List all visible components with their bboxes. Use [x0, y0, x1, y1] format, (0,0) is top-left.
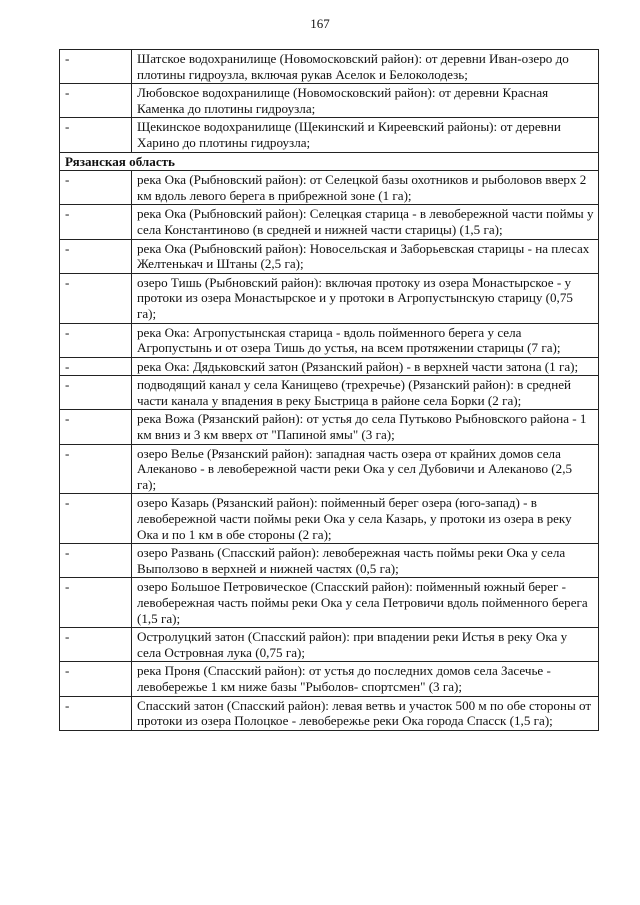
table-row: [60, 544, 599, 578]
row-text: река Ока: Дядьковский затон (Рязанский район) - в верхней части затона (1 га);: [132, 357, 599, 376]
row-text: озеро Тишь (Рыбновский район): включая протоку из озера Монастырское - у протоки из озера Монастырское и у протоки в Агропустынскую старицу (0,75 га);: [132, 273, 599, 323]
row-text: озеро Развань (Спасский район): левобережная часть поймы реки Ока у села Выползово в верхней и нижней частях (0,5 га);: [132, 544, 599, 578]
row-marker: -: [60, 444, 132, 494]
section-header-row: [60, 152, 599, 171]
row-text: Остролуцкий затон (Спасский район): при впадении реки Истья в реку Ока у села Островная лука (0,75 га);: [132, 628, 599, 662]
table-row: [60, 84, 599, 118]
row-marker: -: [60, 494, 132, 544]
row-text: озеро Казарь (Рязанский район): пойменный берег озера (юго-запад) - в левобережной части поймы реки Ока у села Казарь, у протоки из озера в реку Ока и по 1 км в обе стороны (2 га);: [132, 494, 599, 544]
table-row: [60, 357, 599, 376]
table-row: [60, 410, 599, 444]
row-text: река Проня (Спасский район): от устья до последних домов села Засечье - левобережье 1 км ниже базы "Рыболов- спортсмен" (3 га);: [132, 662, 599, 696]
table-row: [60, 273, 599, 323]
row-text: река Ока (Рыбновский район): Селецкая старица - в левобережной части поймы у села Константиново (в средней и нижней части старицы) (1,5 га);: [132, 205, 599, 239]
row-marker: -: [60, 50, 132, 84]
row-marker: -: [60, 273, 132, 323]
table-row: [60, 578, 599, 628]
table-row: [60, 118, 599, 152]
row-text: Шатское водохранилище (Новомосковский район): от деревни Иван-озеро до плотины гидроузла, включая рукав Аселок и Белоколодезь;: [132, 50, 599, 84]
row-marker: -: [60, 84, 132, 118]
table-row: [60, 205, 599, 239]
row-marker: -: [60, 696, 132, 730]
table-row: [60, 239, 599, 273]
row-text: озеро Велье (Рязанский район): западная часть озера от крайних домов села Алеканово - в левобережной части реки Ока у сел Дубовичи и Алеканово (2,5 га);: [132, 444, 599, 494]
page-number: 167: [310, 16, 330, 31]
table-row: [60, 50, 599, 84]
table-row: [60, 444, 599, 494]
row-marker: -: [60, 544, 132, 578]
row-marker: -: [60, 410, 132, 444]
row-text: Спасский затон (Спасский район): левая ветвь и участок 500 м по обе стороны от протоки из озера Полоцкое - левобережье реки Ока города Спасск (1,5 га);: [132, 696, 599, 730]
row-text: Любовское водохранилище (Новомосковский район): от деревни Красная Каменка до плотины гидроузла;: [132, 84, 599, 118]
row-text: река Ока: Агропустынская старица - вдоль пойменного берега у села Агропустынь и от озера Тишь до устья, на всем протяжении старицы (7 га);: [132, 323, 599, 357]
row-marker: -: [60, 171, 132, 205]
table-row: [60, 376, 599, 410]
row-marker: -: [60, 205, 132, 239]
reservoir-table: [59, 49, 599, 731]
row-text: подводящий канал у села Канищево (трехречье) (Рязанский район): в средней части канала у впадения в реку Быстрица в районе села Борки (2 га);: [132, 376, 599, 410]
row-text: Щекинское водохранилище (Щекинский и Киреевский районы): от деревни Харино до плотины гидроузла;: [132, 118, 599, 152]
table-row: [60, 662, 599, 696]
row-marker: -: [60, 376, 132, 410]
table-row: [60, 628, 599, 662]
row-marker: -: [60, 628, 132, 662]
row-marker: -: [60, 118, 132, 152]
table-row: [60, 696, 599, 730]
table-row: [60, 494, 599, 544]
row-marker: -: [60, 578, 132, 628]
table-body: [60, 50, 599, 731]
row-marker: -: [60, 662, 132, 696]
table-row: [60, 323, 599, 357]
row-marker: -: [60, 323, 132, 357]
row-text: озеро Большое Петровическое (Спасский район): пойменный южный берег - левобережная часть поймы реки Ока у села Петровичи вдоль пойменного берега (1,5 га);: [132, 578, 599, 628]
row-text: река Вожа (Рязанский район): от устья до села Путьково Рыбновского района - 1 км вниз и 3 км вверх от "Папиной ямы" (3 га);: [132, 410, 599, 444]
section-title: Рязанская область: [60, 152, 599, 171]
table-row: [60, 171, 599, 205]
row-marker: -: [60, 357, 132, 376]
row-marker: -: [60, 239, 132, 273]
row-text: река Ока (Рыбновский район): от Селецкой базы охотников и рыболовов вверх 2 км вдоль левого берега в прибрежной зоне (1 га);: [132, 171, 599, 205]
row-text: река Ока (Рыбновский район): Новосельская и Заборьевская старицы - на плесах Желтенькач и Штаны (2,5 га);: [132, 239, 599, 273]
